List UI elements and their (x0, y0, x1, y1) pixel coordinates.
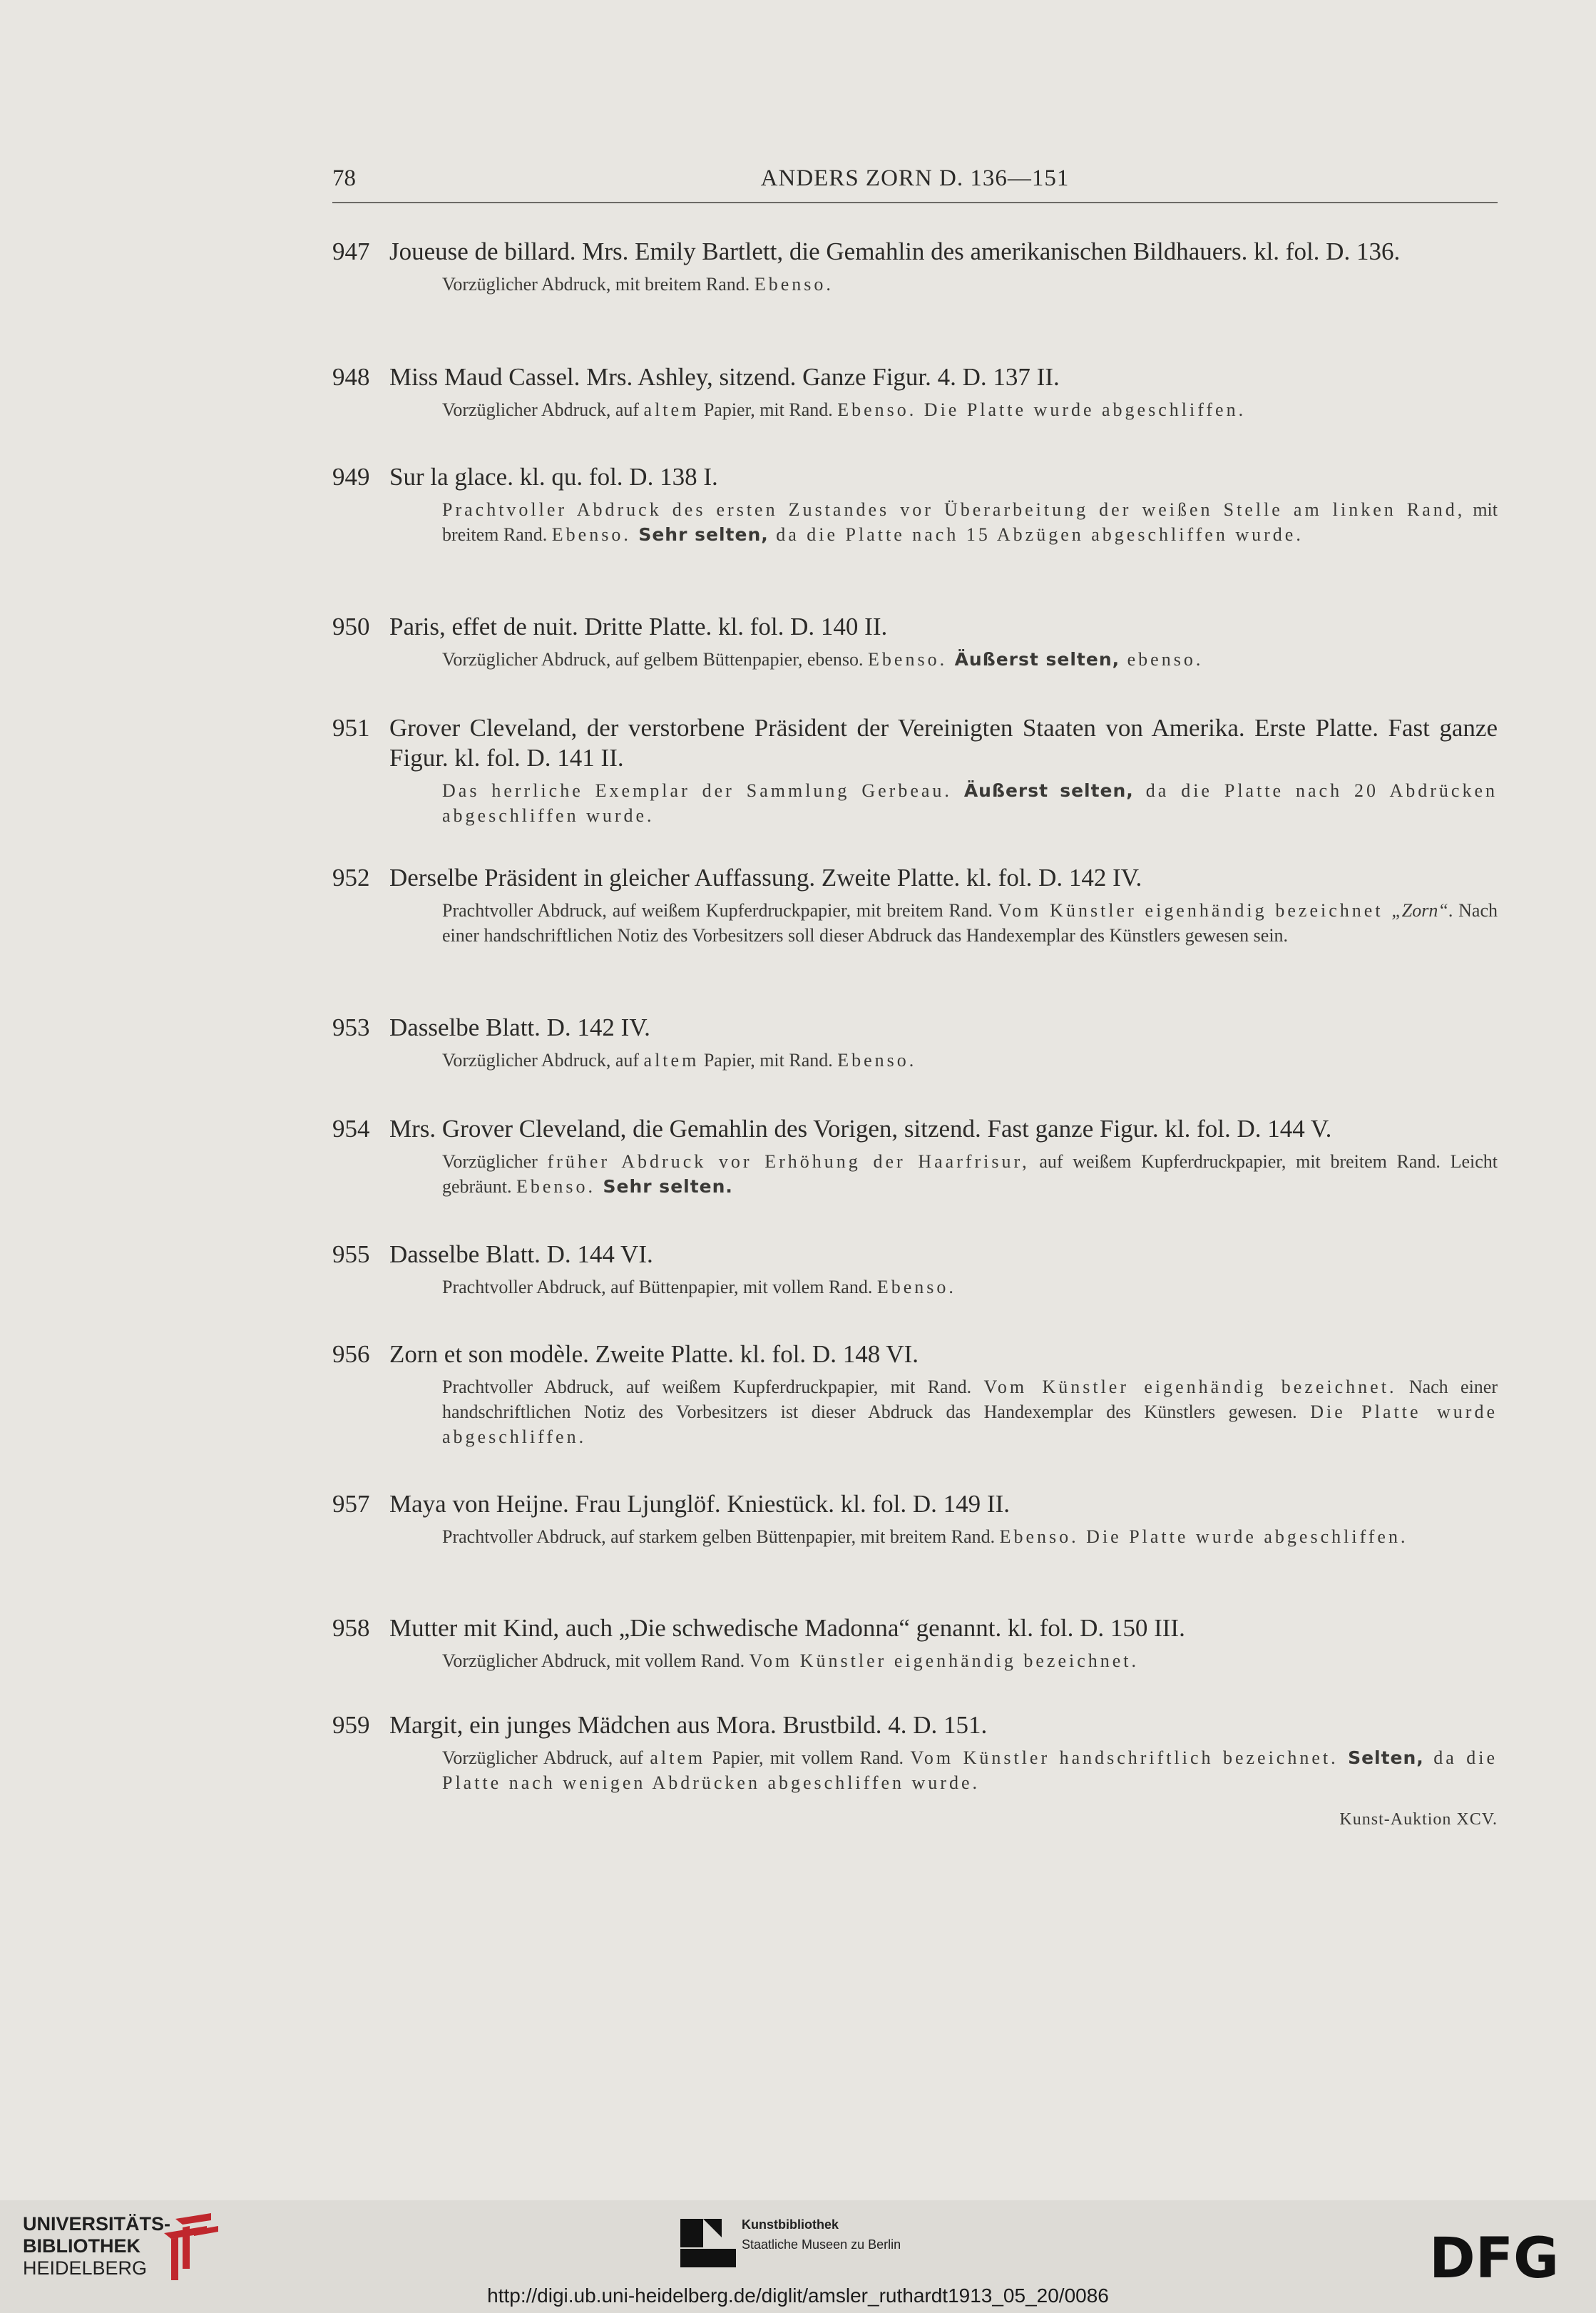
entry-title: Mutter mit Kind, auch „Die schwedische Madonna“ genannt. kl. fol. D. 150 III. (389, 1614, 1185, 1642)
entry-title: Miss Maud Cassel. Mrs. Ashley, sitzend. Ganze Figur. 4. D. 137 II. (389, 363, 1060, 391)
lot-number: 954 (332, 1115, 370, 1143)
entry-title: Dasselbe Blatt. D. 142 IV. (389, 1013, 650, 1041)
lot-number: 947 (332, 238, 370, 265)
catalog-entry (332, 462, 1498, 547)
lot-number: 950 (332, 613, 370, 640)
lot-number: 948 (332, 363, 370, 391)
entry-title: Grover Cleveland, der verstorbene Präsident der Vereinigten Staaten von Amerika. Erste Platte. Fast ganze Figur. kl. fol. D. 141 II. (389, 714, 1498, 772)
entry-heading (332, 1114, 1498, 1144)
rarity-mark: Selten, (1348, 1747, 1424, 1768)
rarity-mark: Sehr selten. (603, 1176, 733, 1197)
entry-title: Dasselbe Blatt. D. 144 VI. (389, 1240, 653, 1268)
header-rule (332, 202, 1498, 203)
entry-description: Prachtvoller Abdruck, auf weißem Kupferdruckpapier, mit breitem Rand. Vom Künstler eigenhändig bezeichnet „Zorn“. Nach einer handschriftlichen Notiz des Vorbesitzers soll dieser Abdruck das Handexemplar des Künstlers gewesen sein. (442, 900, 1498, 946)
lot-number: 955 (332, 1240, 370, 1268)
entry-description: Vorzüglicher Abdruck, auf altem Papier, mit Rand. Ebenso. (442, 1050, 917, 1071)
entry-heading (332, 462, 1498, 492)
entry-title: Mrs. Grover Cleveland, die Gemahlin des Vorigen, sitzend. Fast ganze Figur. kl. fol. D. 144 V. (389, 1115, 1332, 1143)
catalog-entry (332, 1339, 1498, 1449)
kunstbibliothek-logo-icon[interactable] (679, 2216, 737, 2269)
entry-title: Paris, effet de nuit. Dritte Platte. kl. fol. D. 140 II. (389, 613, 888, 640)
rarity-mark: Äußerst selten, (963, 780, 1134, 801)
lot-number: 956 (332, 1340, 370, 1368)
page-number: 78 (332, 165, 356, 191)
entry-description: Vorzüglicher Abdruck, auf gelbem Büttenpapier, ebenso. Ebenso. Äußerst selten, ebenso. (442, 649, 1204, 670)
entry-description: Vorzüglicher früher Abdruck vor Erhöhung der Haarfrisur, auf weißem Kupferdruckpapier, mit breitem Rand. Leicht gebräunt. Ebenso. Sehr selten. (442, 1151, 1498, 1197)
running-title: ANDERS ZORN D. 136—151 (760, 165, 1070, 191)
lot-number: 958 (332, 1614, 370, 1642)
entry-title: Sur la glace. kl. qu. fol. D. 138 I. (389, 463, 718, 491)
lot-number: 952 (332, 864, 370, 892)
catalog-entry (332, 1240, 1498, 1300)
lot-number: 951 (332, 714, 370, 742)
entry-title: Margit, ein junges Mädchen aus Mora. Brustbild. 4. D. 151. (389, 1711, 988, 1739)
catalog-entry (332, 1710, 1498, 1795)
entry-heading (332, 237, 1498, 267)
entry-description: Das herrliche Exemplar der Sammlung Gerbeau. Äußerst selten, da die Platte nach 20 Abdrücken abgeschliffen wurde. (442, 780, 1498, 826)
catalog-entry (332, 1013, 1498, 1073)
entry-description: Prachtvoller Abdruck, auf weißem Kupferdruckpapier, mit Rand. Vom Künstler eigenhändig bezeichnet. Nach einer handschriftlichen Notiz des Vorbesitzers ist dieser Abdruck das Handexemplar des Künstlers gewesen. Die Platte wurde abgeschliffen. (442, 1377, 1498, 1447)
ub-heidelberg-logo-icon[interactable] (161, 2212, 221, 2282)
catalog-entry (332, 1613, 1498, 1673)
catalog-entry (332, 713, 1498, 828)
digitization-footer (0, 2200, 1596, 2313)
entry-description: Vorzüglicher Abdruck, mit vollem Rand. Vom Künstler eigenhändig bezeichnet. (442, 1650, 1140, 1671)
entry-description: Vorzüglicher Abdruck, auf altem Papier, mit vollem Rand. Vom Künstler handschriftlich bezeichnet. Selten, da die Platte nach wenigen Abdrücken abgeschliffen wurde. (442, 1747, 1498, 1793)
entry-title: Maya von Heijne. Frau Ljunglöf. Kniestück. kl. fol. D. 149 II. (389, 1490, 1010, 1518)
kunstbibliothek-wordmark[interactable]: Kunstbibliothek Staatliche Museen zu Berlin (742, 2217, 901, 2252)
entry-description: Vorzüglicher Abdruck, auf altem Papier, mit Rand. Ebenso. Die Platte wurde abgeschliffen. (442, 399, 1247, 420)
catalog-entry (332, 863, 1498, 948)
entry-heading (332, 1013, 1498, 1043)
entry-heading (332, 1613, 1498, 1643)
entry-description: Prachtvoller Abdruck des ersten Zustandes vor Überarbeitung der weißen Stelle am linken Rand, mit breitem Rand. Ebenso. Sehr selten, da die Platte nach 15 Abzügen abgeschliffen wurde. (442, 499, 1498, 545)
entry-title: Joueuse de billard. Mrs. Emily Bartlett, die Gemahlin des amerikanischen Bildhauers. kl. fol. D. 136. (389, 238, 1401, 265)
running-head (332, 165, 1498, 200)
entry-heading (332, 1710, 1498, 1740)
entry-description: Prachtvoller Abdruck, auf Büttenpapier, mit vollem Rand. Ebenso. (442, 1277, 956, 1297)
lot-number: 959 (332, 1711, 370, 1739)
rarity-mark: Sehr selten, (638, 524, 769, 545)
lot-number: 949 (332, 463, 370, 491)
catalog-entry (332, 237, 1498, 297)
entry-heading (332, 362, 1498, 392)
entry-title: Derselbe Präsident in gleicher Auffassung. Zweite Platte. kl. fol. D. 142 IV. (389, 864, 1142, 892)
lot-number: 957 (332, 1490, 370, 1518)
entry-heading (332, 1489, 1498, 1519)
entry-heading (332, 863, 1498, 893)
lot-number: 953 (332, 1013, 370, 1041)
catalog-entry (332, 1489, 1498, 1549)
svg-text:DFG: DFG (1428, 2230, 1560, 2282)
signature-mark: Kunst-Auktion XCV. (1339, 1810, 1498, 1829)
rarity-mark: Äußerst selten, (954, 649, 1120, 670)
source-url-link[interactable]: http://digi.ub.uni-heidelberg.de/diglit/amsler_ruthardt1913_05_20/0086 (487, 2284, 1109, 2307)
entry-title: Zorn et son modèle. Zweite Platte. kl. fol. D. 148 VI. (389, 1340, 919, 1368)
catalog-entry (332, 612, 1498, 672)
catalog-entry (332, 362, 1498, 422)
entry-description: Vorzüglicher Abdruck, mit breitem Rand. Ebenso. (442, 274, 834, 295)
catalog-entry (332, 1114, 1498, 1199)
entry-heading (332, 612, 1498, 642)
dfg-logo-icon[interactable] (1421, 2230, 1567, 2282)
entry-heading (332, 1240, 1498, 1270)
ub-heidelberg-wordmark[interactable]: UNIVERSITÄTS- BIBLIOTHEK HEIDELBERG (23, 2213, 171, 2279)
entry-description: Prachtvoller Abdruck, auf starkem gelben Büttenpapier, mit breitem Rand. Ebenso. Die Platte wurde abgeschliffen. (442, 1526, 1408, 1547)
entry-heading (332, 1339, 1498, 1369)
entry-heading (332, 713, 1498, 773)
